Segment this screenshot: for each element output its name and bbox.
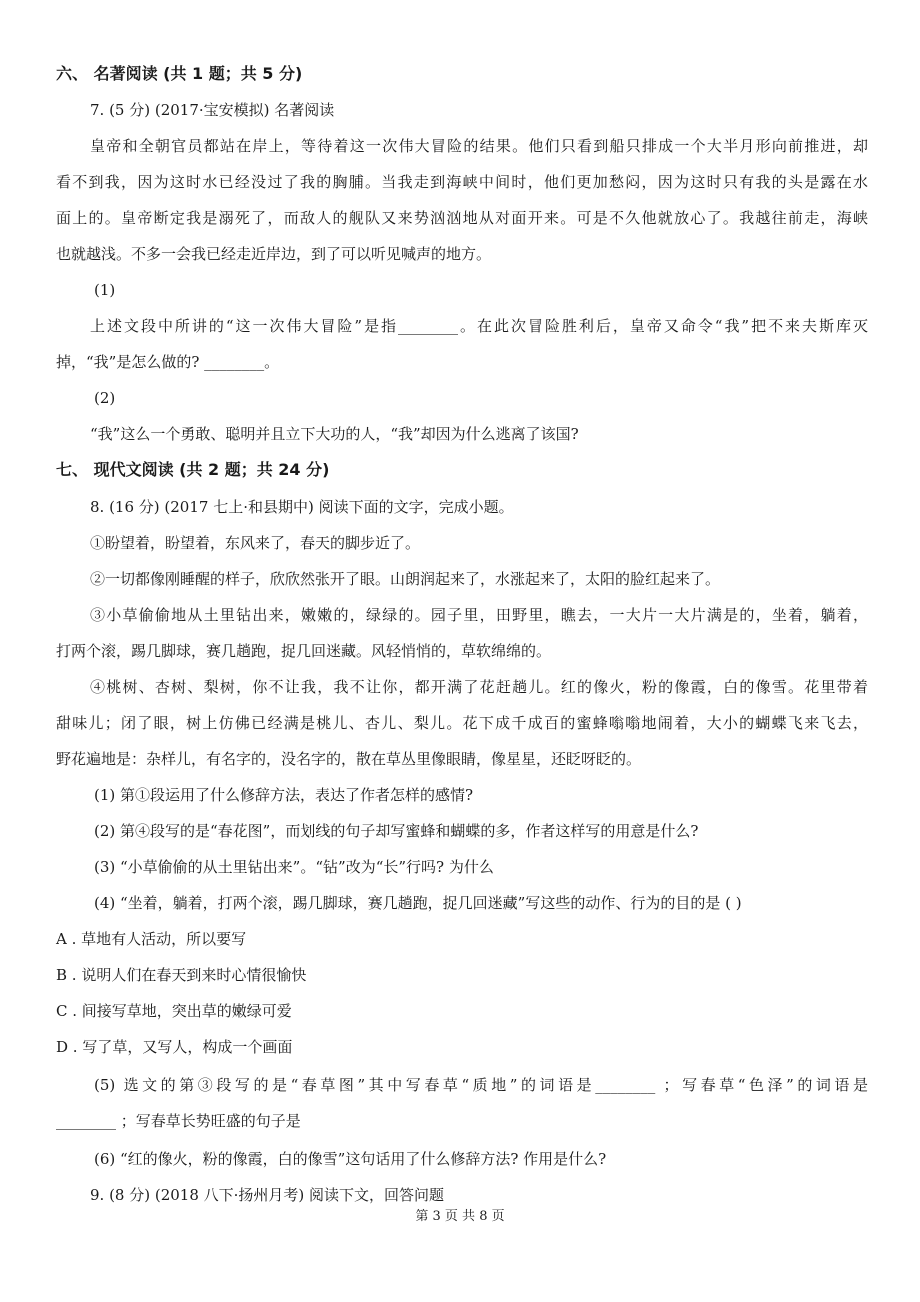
q7-sub1-line-1: 上述文段中所讲的“这一次伟大冒险”是指________。在此次冒险胜利后，皇帝又命令“我”把不来夫斯库灭 <box>90 317 868 335</box>
q8-header: 8. (16 分) (2017 七上·和县期中) 阅读下面的文字，完成小题。 <box>90 498 514 516</box>
q8-paragraph-3-line-2: 打两个滚，踢几脚球，赛几趟跑，捉几回迷藏。风轻悄悄的，草软绵绵的。 <box>56 642 552 660</box>
q8-subquestion-5-line-1: (5) 选文的第③段写的是“春草图”其中写春草“质地”的词语是________ ；写春草“色泽”的词语是 <box>94 1076 868 1094</box>
section-6-title: 六、 名著阅读 (共 1 题；共 5 分) <box>56 64 303 83</box>
q8-subquestion-2: (2) 第④段写的是“春花图”，而划线的句子却写蜜蜂和蝴蝶的多，作者这样写的用意是什么? <box>94 822 699 840</box>
q8-paragraph-2: ②一切都像刚睡醒的样子，欣欣然张开了眼。山朗润起来了，水涨起来了，太阳的脸红起来了。 <box>90 570 721 588</box>
q7-sub1-label: (1) <box>94 281 116 299</box>
q8-option-c: C . 间接写草地，突出草的嫩绿可爱 <box>56 1002 292 1020</box>
q8-option-a: A . 草地有人活动，所以要写 <box>56 930 247 948</box>
q8-paragraph-1: ①盼望着，盼望着，东风来了，春天的脚步近了。 <box>90 534 421 552</box>
q8-subquestion-1: (1) 第①段运用了什么修辞方法，表达了作者怎样的感情? <box>94 786 474 804</box>
q7-passage-line-3: 面上的。皇帝断定我是溺死了，而敌人的舰队又来势汹汹地从对面开来。可是不久他就放心了。我越往前走，海峡 <box>56 209 868 227</box>
q7-header: 7. (5 分) (2017·宝安模拟) 名著阅读 <box>90 101 335 119</box>
page-number-footer: 第 3 页 共 8 页 <box>415 1209 505 1224</box>
q8-subquestion-3: (3) “小草偷偷的从土里钻出来”。“钻”改为“长”行吗? 为什么 <box>94 858 494 876</box>
q8-subquestion-6: (6) “红的像火，粉的像霞，白的像雪”这句话用了什么修辞方法? 作用是什么? <box>94 1150 607 1168</box>
q9-header: 9. (8 分) (2018 八下·扬州月考) 阅读下文，回答问题 <box>90 1186 445 1204</box>
q7-passage-line-4: 也就越浅。不多一会我已经走近岸边，到了可以听见喊声的地方。 <box>56 245 492 263</box>
q7-sub2-text: “我”这么一个勇敢、聪明并且立下大功的人，“我”却因为什么逃离了该国? <box>90 425 579 443</box>
q8-paragraph-3-line-1: ③小草偷偷地从土里钻出来，嫩嫩的，绿绿的。园子里，田野里，瞧去，一大片一大片满是的，坐着，躺着， <box>90 606 868 624</box>
q7-passage-line-1: 皇帝和全朝官员都站在岸上，等待着这一次伟大冒险的结果。他们只看到船只排成一个大半月形向前推进，却 <box>90 137 868 155</box>
q8-paragraph-4-line-3: 野花遍地是：杂样儿，有名字的，没名字的，散在草丛里像眼睛，像星星，还眨呀眨的。 <box>56 750 642 768</box>
section-7-title: 七、 现代文阅读 (共 2 题；共 24 分) <box>56 460 330 479</box>
q8-paragraph-4-line-2: 甜味儿；闭了眼，树上仿佛已经满是桃儿、杏儿、梨儿。花下成千成百的蜜蜂嗡嗡地闹着，大小的蝴蝶飞来飞去， <box>56 714 868 732</box>
q8-subquestion-4: (4) “坐着，躺着，打两个滚，踢几脚球，赛几趟跑，捉几回迷藏”写这些的动作、行为的目的是 ( ) <box>94 894 742 912</box>
q8-paragraph-4-line-1: ④桃树、杏树、梨树，你不让我，我不让你，都开满了花赶趟儿。红的像火，粉的像霞，白的像雪。花里带着 <box>90 678 868 696</box>
q8-subquestion-5-line-2: ________ ；写春草长势旺盛的句子是 <box>56 1112 301 1130</box>
q7-sub2-label: (2) <box>94 389 116 407</box>
q7-passage-line-2: 看不到我，因为这时水已经没过了我的胸脯。当我走到海峡中间时，他们更加愁闷，因为这时只有我的头是露在水 <box>56 173 868 191</box>
q8-option-b: B . 说明人们在春天到来时心情很愉快 <box>56 966 307 984</box>
q8-option-d: D . 写了草，又写人，构成一个画面 <box>56 1038 293 1056</box>
q7-sub1-line-2: 掉，“我”是怎么做的? ________。 <box>56 353 280 371</box>
